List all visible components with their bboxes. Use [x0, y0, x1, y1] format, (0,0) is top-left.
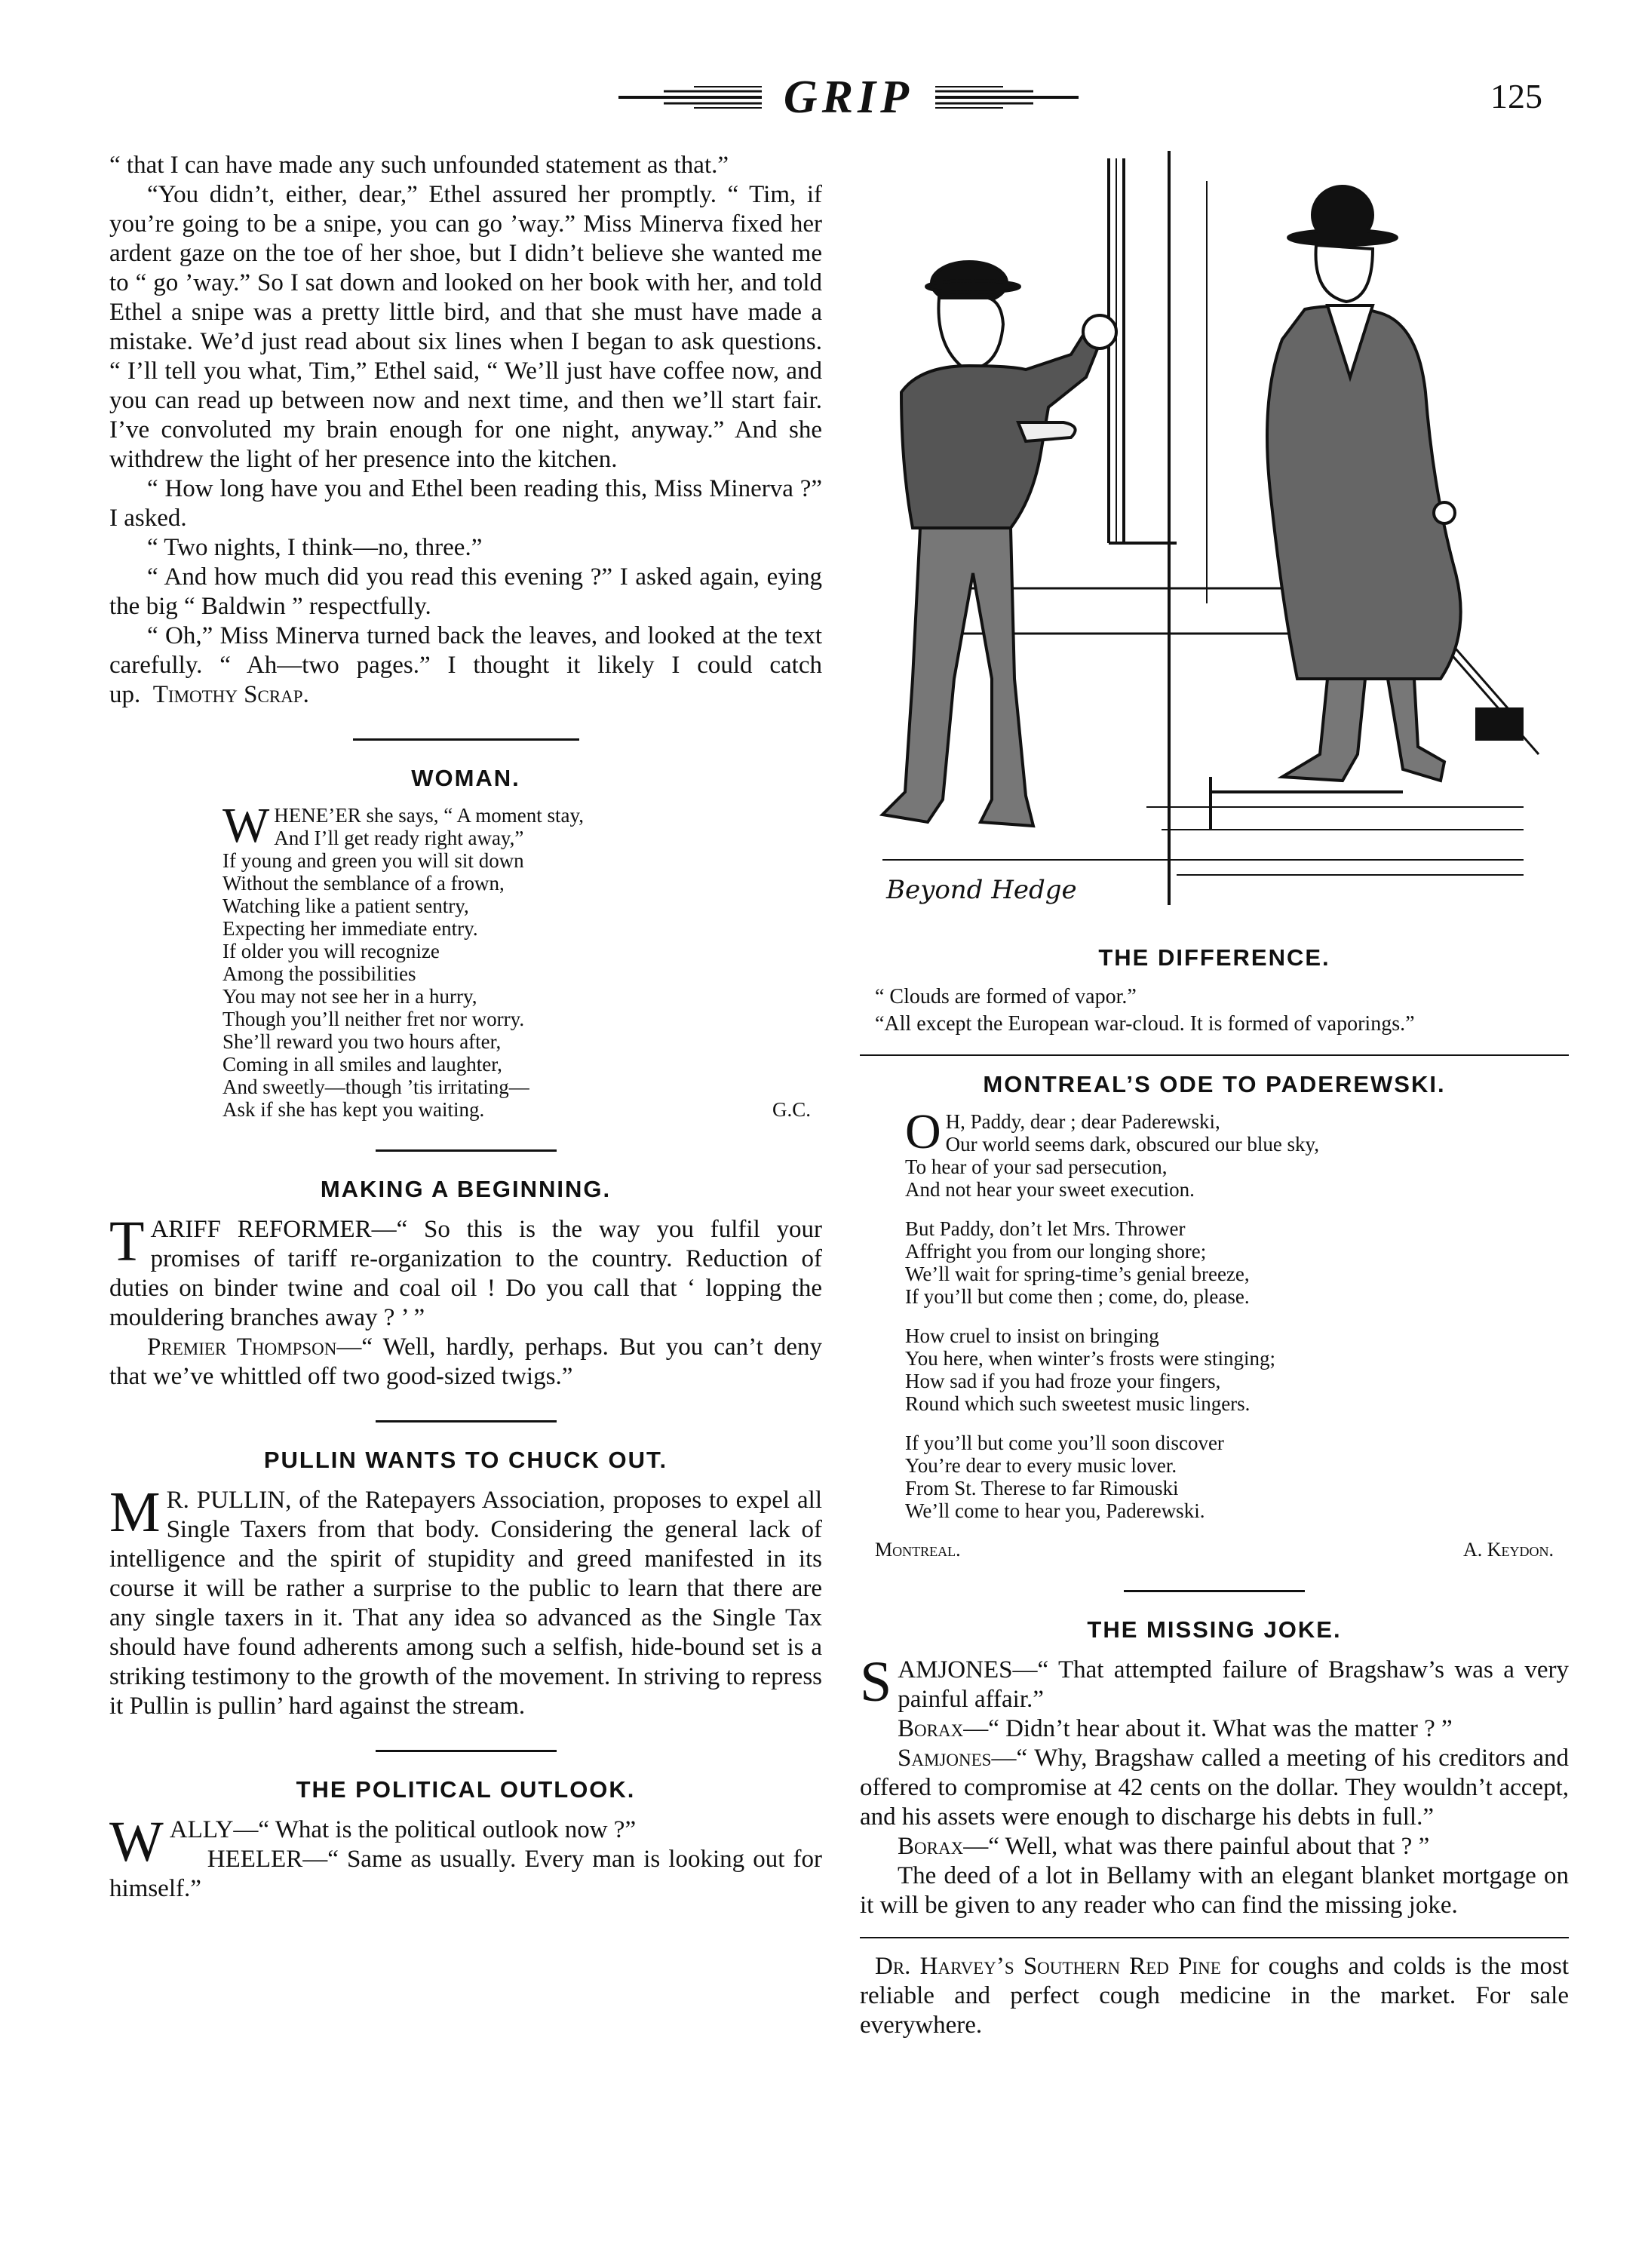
- paragraph-text: —“ Well, what was there painful about that ? ”: [963, 1833, 1430, 1860]
- article-heading: THE MISSING JOKE.: [1087, 1616, 1342, 1643]
- poem-line: We’ll come to hear you, Paderewski.: [905, 1499, 1205, 1522]
- masthead-right-ornament: [935, 84, 1079, 110]
- poem-line: But Paddy, don’t let Mrs. Thrower: [905, 1217, 1186, 1240]
- poem-initials: G.C.: [772, 1098, 811, 1121]
- advertisement-text: for coughs and colds is the most reliable and perfect cough medicine in the market. For sale everywhere.: [860, 1953, 1569, 2039]
- poem-line: From St. Therese to far Rimouski: [905, 1477, 1179, 1499]
- article-missing-joke: [860, 1615, 1569, 1920]
- advertisement: [860, 1952, 1569, 2040]
- poem-line: You’re dear to every music lover.: [905, 1454, 1177, 1477]
- poem-line: Affright you from our longing shore;: [905, 1240, 1207, 1263]
- drop-cap: S: [860, 1650, 892, 1714]
- poem-line: If you’ll but come you’ll soon discover: [905, 1432, 1224, 1454]
- poem-line: And I’ll get ready right away,”: [274, 827, 524, 849]
- poem-stanza: [905, 1432, 1569, 1522]
- section-divider: [860, 1937, 1569, 1938]
- article-montreal-ode: [860, 1070, 1569, 1561]
- article-heading: MONTREAL’S ODE TO PADEREWSKI.: [983, 1071, 1446, 1097]
- paragraph-text: ALLY—“ What is the political outlook now ?”: [169, 1816, 637, 1843]
- right-column: [860, 151, 1569, 2040]
- section-divider: [1124, 1590, 1305, 1592]
- masthead-title: GRIP: [783, 72, 914, 123]
- masthead: [603, 68, 1094, 128]
- poem-line: How sad if you had froze your fingers,: [905, 1370, 1221, 1392]
- story-paragraph: “ that I can have made any such unfounded statement as that.”: [109, 152, 729, 179]
- poem-line: She’ll reward you two hours after,: [222, 1030, 502, 1053]
- page-number: 125: [1490, 77, 1542, 115]
- speaker-name: Premier Thompson: [147, 1333, 337, 1361]
- section-divider: [376, 1420, 557, 1422]
- cartoon-caption-block: [860, 943, 1569, 1038]
- poem-place: Montreal.: [875, 1539, 961, 1561]
- poem-line: And sweetly—though ’tis irritating—: [222, 1076, 529, 1098]
- poem-line: Watching like a patient sentry,: [222, 895, 469, 917]
- article-woman: [109, 763, 822, 1121]
- story-paragraph: “You didn’t, either, dear,” Ethel assured her promptly. “ Tim, if you’re going to be a snipe, you can go ’way.” Miss Minerva fixed her ardent gaze on the toe of her shoe, but I didn’t believe she wanted me to “ go ’way.” So I sat down and looked on her book with her, and told Ethel a snipe was a pretty little bird, and that she must have made a mistake. We’d just read about six lines when I began to ask questions. “ I’ll tell you what, Tim,” Ethel said, “ We’ll just have coffee now, and you can read up between now and next time, and then we’ll start fair. I’ve convoluted my brain enough for one night, anyway.” And she withdrew the light of her presence into the kitchen.: [109, 181, 822, 473]
- article-paragraph: [109, 1210, 822, 1333]
- poem-line: Ask if she has kept you waiting.: [222, 1098, 485, 1121]
- article-paragraph: [860, 1832, 1569, 1861]
- poem-line: Among the possibilities: [222, 962, 416, 985]
- section-divider: [376, 1149, 557, 1152]
- paragraph-text: —“ Well, hardly, perhaps. But you can’t deny that we’ve whittled off two good-sized twigs.”: [109, 1333, 822, 1390]
- poem-line: You may not see her in a hurry,: [222, 985, 477, 1008]
- paragraph-text: —“ Why, Bragshaw called a meeting of his creditors and offered to compromise at 42 cents on the dollar. They wouldn’t accept, and his assets were enough to discharge his debts in full.”: [860, 1745, 1569, 1831]
- drop-cap: O: [905, 1104, 941, 1159]
- section-divider: [353, 738, 579, 741]
- story-paragraph: “ How long have you and Ethel been reading this, Miss Minerva ?” I asked.: [109, 475, 822, 532]
- poem-line: If older you will recognize: [222, 940, 440, 962]
- speaker-name: Samjones: [898, 1745, 992, 1772]
- poem-line: If young and green you will sit down: [222, 849, 524, 872]
- speaker-name: Borax: [898, 1715, 964, 1742]
- article-pullin: [109, 1445, 822, 1721]
- drop-cap: W: [109, 1810, 164, 1874]
- article-paragraph: [860, 1744, 1569, 1832]
- article-paragraph: [860, 1714, 1569, 1744]
- page-header: [0, 68, 1648, 128]
- article-paragraph: HEELER—“ Same as usually. Every man is looking out for himself.”: [109, 1846, 822, 1902]
- article-heading: THE POLITICAL OUTLOOK.: [296, 1776, 636, 1803]
- story-paragraph: “ And how much did you read this evening ?” I asked again, eying the big “ Baldwin ” respectfully.: [109, 563, 822, 620]
- poem-line: Round which such sweetest music lingers.: [905, 1392, 1251, 1415]
- advertisement-brand: Dr. Harvey’s Southern Red Pine: [875, 1953, 1221, 1980]
- poem-line: How cruel to insist on bringing: [905, 1324, 1159, 1347]
- poem-line: Without the semblance of a frown,: [222, 872, 505, 895]
- masthead-left-ornament: [618, 84, 762, 110]
- left-column: [109, 151, 822, 1904]
- drop-cap: W: [222, 798, 270, 853]
- paragraph-text: AMJONES—“ That attempted failure of Bragshaw’s was a very painful affair.”: [898, 1656, 1569, 1713]
- poem-line: Though you’ll neither fret nor worry.: [222, 1008, 525, 1030]
- story-paragraph: [109, 621, 822, 710]
- article-making-a-beginning: [109, 1174, 822, 1392]
- cartoon-illustration: [860, 151, 1569, 943]
- drop-cap: T: [109, 1210, 145, 1273]
- paragraph-text: —“ Didn’t hear about it. What was the matter ? ”: [963, 1715, 1453, 1742]
- poem-paderewski: [860, 1104, 1569, 1522]
- poem-stanza: [905, 1104, 1569, 1201]
- poem-line: To hear of your sad persecution,: [905, 1155, 1168, 1178]
- cartoon-caption: “All except the European war-cloud. It is formed of vaporings.”: [875, 1012, 1415, 1036]
- poem-stanza: [905, 1324, 1569, 1415]
- story-paragraph: “ Two nights, I think—no, three.”: [147, 534, 483, 561]
- story-signature: Timothy Scrap.: [152, 681, 309, 708]
- poem-line: HENE’ER she says, “ A moment stay,: [274, 804, 584, 827]
- section-divider: [376, 1750, 557, 1752]
- paragraph-text: ARIFF REFORMER—“ So this is the way you fulfil your promises of tariff re-organization to the country. Reduction of duties on binder twine and coal oil ! Do you call that ‘ lopping the mouldering branches away ? ’ ”: [109, 1216, 822, 1331]
- artist-signature: Beyond Hedge: [886, 875, 1077, 905]
- poem-line: And not hear your sweet execution.: [905, 1178, 1195, 1201]
- drop-cap: M: [109, 1481, 161, 1544]
- paragraph-text: R. PULLIN, of the Ratepayers Association, proposes to expel all Single Taxers from that body. Considering the general lack of intelligence and the spirit of stupidity and greed manifested in its course it will be rather a surprise to the public to learn that there are any single taxers in it. That any idea so advanced as the Single Tax should have found adherents among such a selfish, hide-bound set is a striking testimony to the growth of the movement. In striving to repress it Pullin is pullin’ hard against the stream.: [109, 1487, 822, 1720]
- article-paragraph: [109, 1481, 822, 1721]
- article-heading: PULLIN WANTS TO CHUCK OUT.: [263, 1447, 668, 1473]
- poem-author: A. Keydon.: [1462, 1539, 1554, 1561]
- poem-line: We’ll wait for spring-time’s genial breeze,: [905, 1263, 1250, 1285]
- poem-dateline: [860, 1539, 1569, 1561]
- story-paragraph-text: “ Oh,” Miss Minerva turned back the leaves, and looked at the text carefully. “ Ah—two pages.” I thought it likely I could catch up.: [109, 622, 822, 708]
- speaker-name: Borax: [898, 1833, 964, 1860]
- cartoon-caption: “ Clouds are formed of vapor.”: [875, 985, 1137, 1008]
- poem-line: Our world seems dark, obscured our blue sky,: [945, 1133, 1320, 1155]
- section-divider: [860, 1054, 1569, 1056]
- article-heading: WOMAN.: [411, 765, 520, 791]
- article-heading: MAKING A BEGINNING.: [320, 1176, 612, 1202]
- poem-woman: [222, 798, 811, 1121]
- story-continuation: [109, 151, 822, 710]
- poem-line: Expecting her immediate entry.: [222, 917, 478, 940]
- article-paragraph: The deed of a lot in Bellamy with an elegant blanket mortgage on it will be given to any reader who can find the missing joke.: [860, 1862, 1569, 1919]
- article-political-outlook: [109, 1775, 822, 1904]
- poem-line: You here, when winter’s frosts were stinging;: [905, 1347, 1275, 1370]
- article-paragraph: [109, 1333, 822, 1392]
- article-paragraph: [860, 1650, 1569, 1714]
- cartoon-title: THE DIFFERENCE.: [1098, 944, 1330, 971]
- poem-stanza: [905, 1217, 1569, 1308]
- cartoon-drawing: [860, 151, 1569, 943]
- poem-line: If you’ll but come then ; come, do, please.: [905, 1285, 1250, 1308]
- poem-line: Coming in all smiles and laughter,: [222, 1053, 502, 1076]
- poem-line: H, Paddy, dear ; dear Paderewski,: [945, 1110, 1220, 1133]
